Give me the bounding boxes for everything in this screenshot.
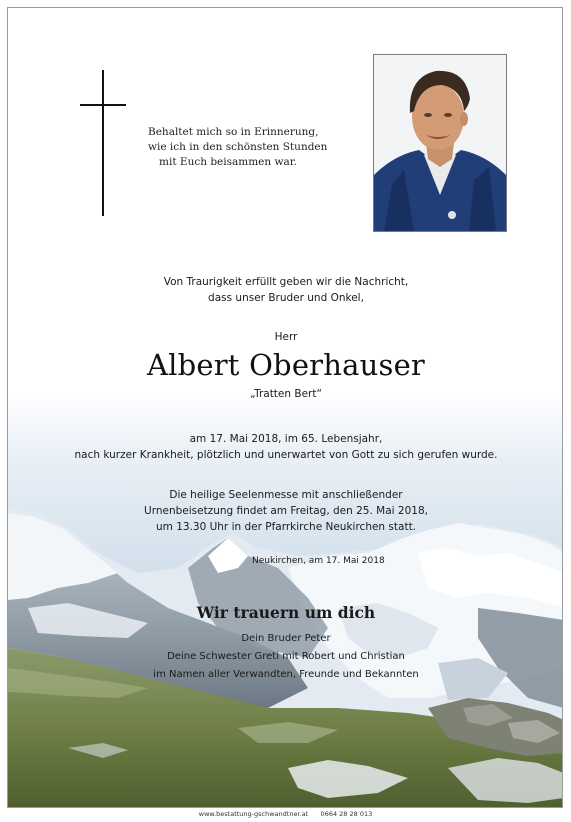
quote-line: wie ich in den schönsten Stunden bbox=[148, 141, 328, 153]
phone-number: 0664 28 28 013 bbox=[320, 810, 373, 818]
deceased-name: Albert Oberhauser bbox=[147, 348, 425, 382]
portrait-photo bbox=[373, 54, 507, 232]
footer bbox=[0, 810, 571, 818]
place-and-date: Neukirchen, am 17. Mai 2018 bbox=[252, 556, 385, 566]
mourner-line: im Namen aller Verwandten, Freunde und Bekannten bbox=[153, 669, 419, 680]
mourners-list bbox=[8, 630, 563, 684]
mourning-heading: Wir trauern um dich bbox=[196, 603, 376, 622]
memorial-quote bbox=[148, 125, 328, 170]
quote-line: mit Euch beisammen war. bbox=[159, 156, 297, 168]
obituary-card bbox=[7, 7, 563, 808]
cross-icon-bar bbox=[80, 104, 126, 106]
death-line: am 17. Mai 2018, im 65. Lebensjahr, bbox=[189, 433, 383, 445]
service-line: Urnenbeisetzung findet am Freitag, den 25. Mai 2018, bbox=[144, 505, 428, 517]
nickname: „Tratten Bert“ bbox=[250, 388, 322, 400]
cross-icon bbox=[102, 70, 104, 216]
service-line: Die heilige Seelenmesse mit anschließender bbox=[169, 489, 403, 501]
service-line: um 13.30 Uhr in der Pfarrkirche Neukirchen statt. bbox=[155, 521, 417, 533]
announcement-line: dass unser Bruder und Onkel, bbox=[208, 292, 364, 304]
announcement-line: Von Traurigkeit erfüllt geben wir die Nachricht, bbox=[163, 276, 409, 288]
funeral-service-info bbox=[8, 487, 563, 535]
death-notice bbox=[8, 431, 563, 463]
death-line: nach kurzer Krankheit, plötzlich und unerwartet von Gott zu sich gerufen wurde. bbox=[74, 449, 498, 461]
website-link[interactable]: www.bestattung-gschwandtner.at bbox=[198, 810, 309, 818]
mourner-line: Deine Schwester Greti mit Robert und Christian bbox=[167, 651, 405, 662]
mourner-line: Dein Bruder Peter bbox=[241, 633, 331, 644]
salutation: Herr bbox=[274, 331, 298, 343]
announcement-text bbox=[8, 274, 563, 306]
quote-line: Behaltet mich so in Erinnerung, bbox=[148, 126, 319, 138]
